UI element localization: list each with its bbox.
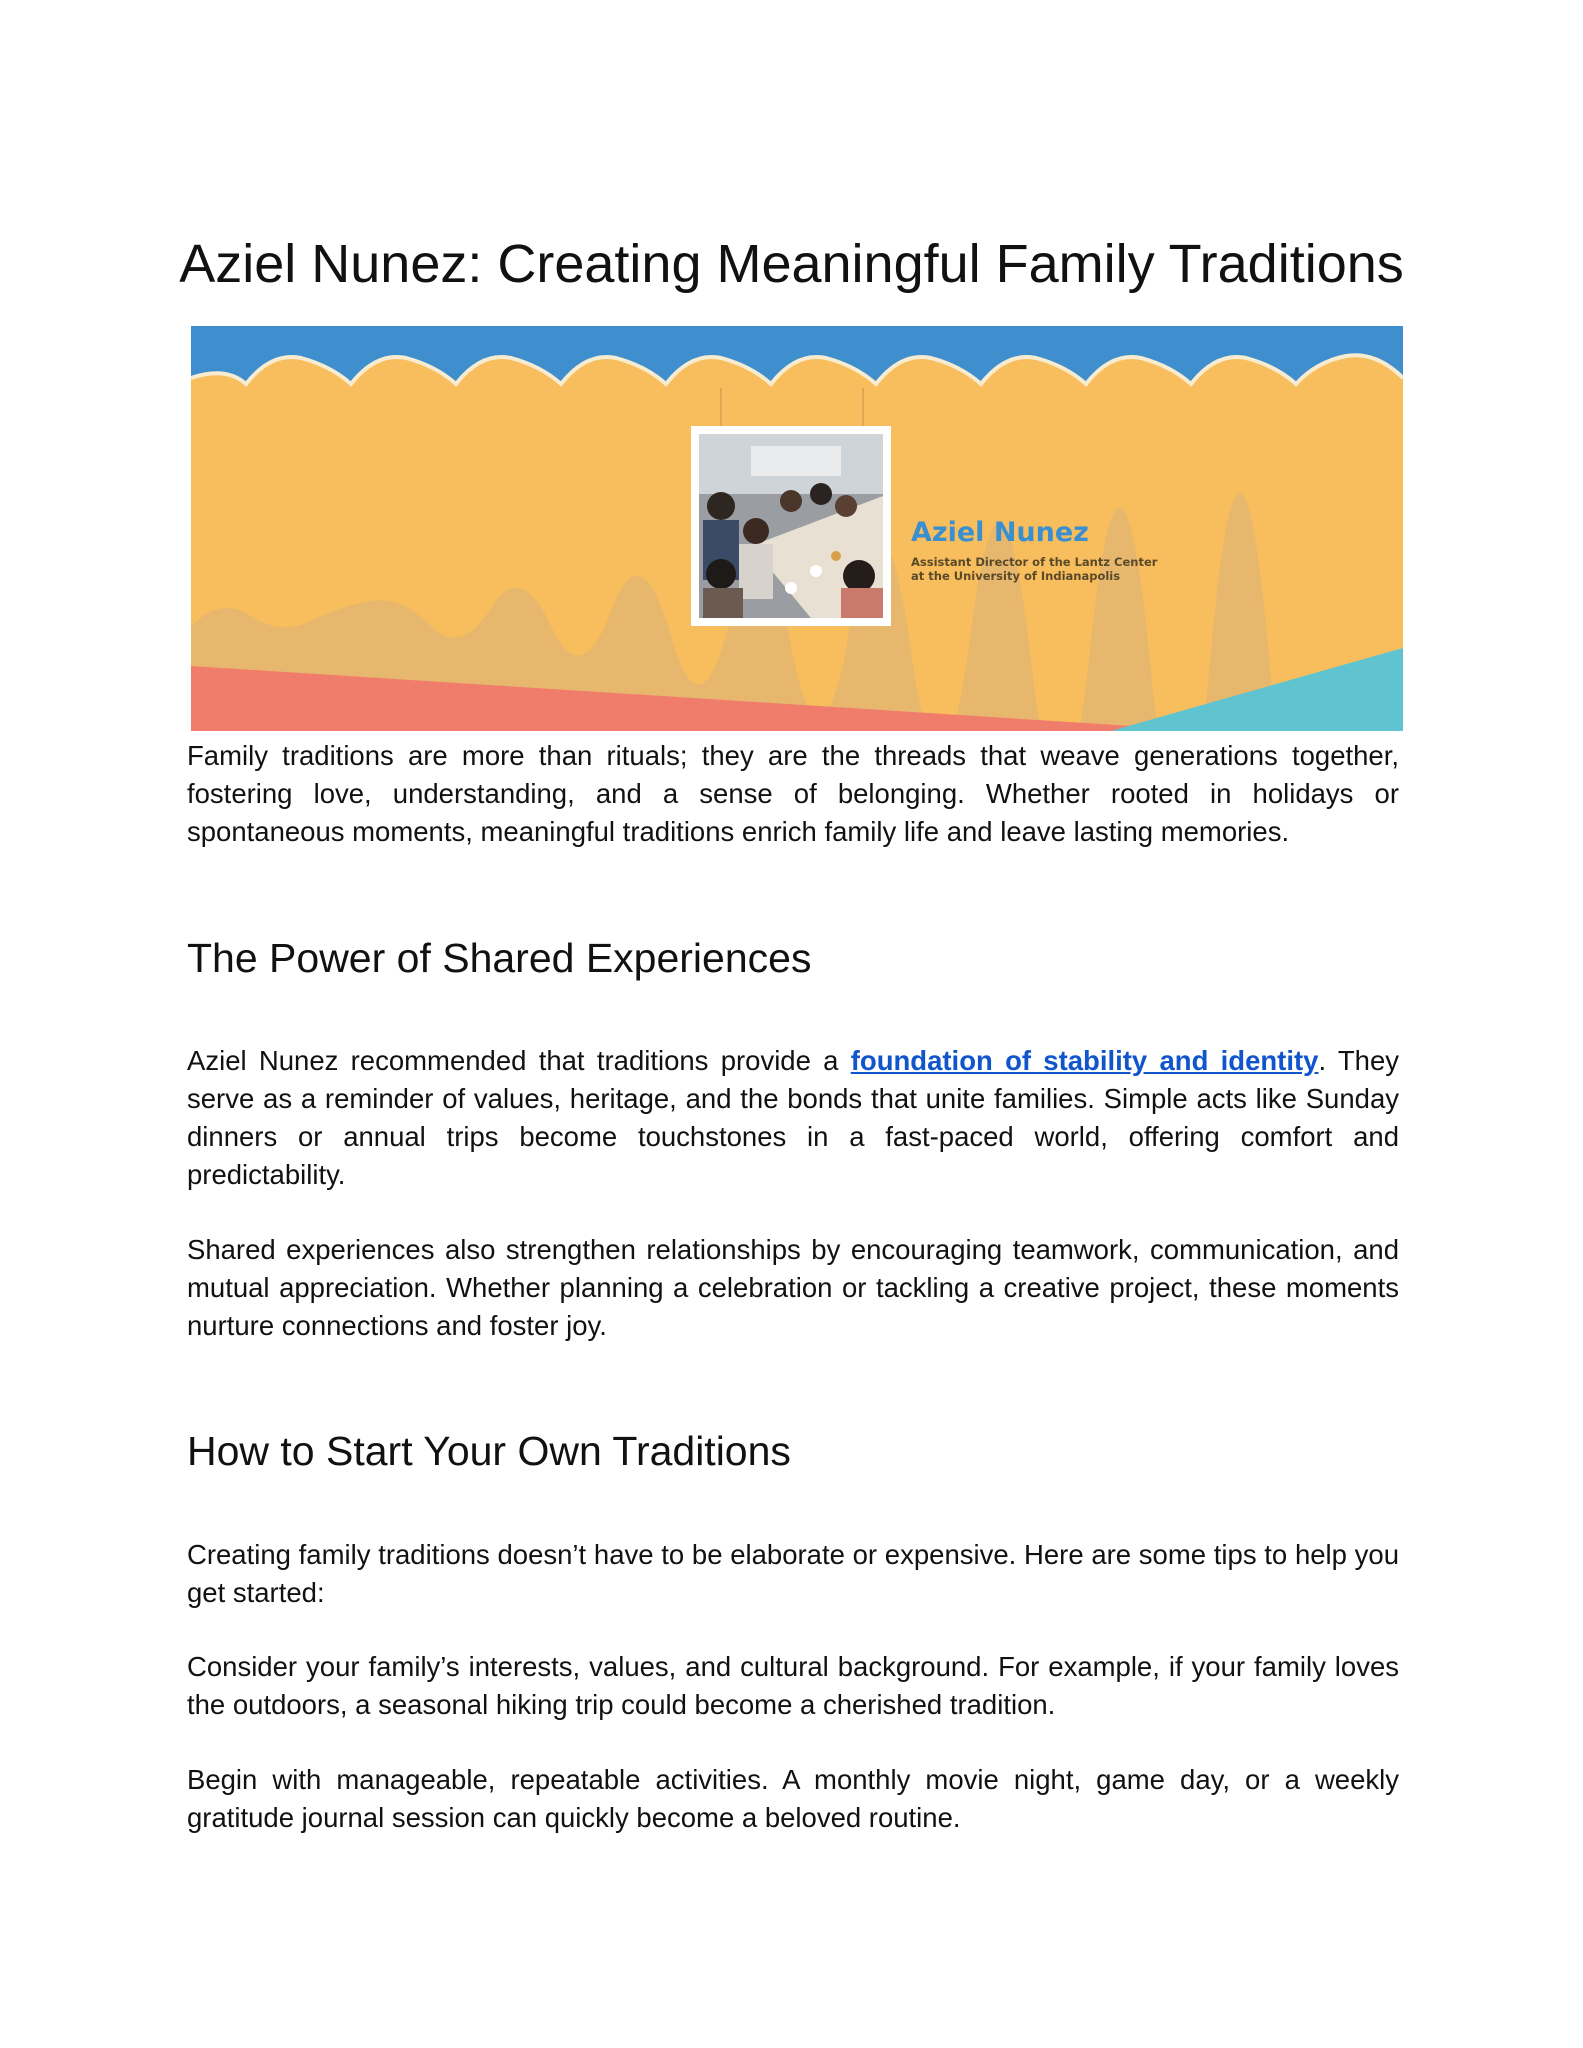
- section2-paragraph-1: Creating family traditions doesn’t have to be elaborate or expensive. Here are some tips to help you get started:: [187, 1539, 1399, 1608]
- page-title: Aziel Nunez: Creating Meaningful Family Traditions: [179, 234, 1404, 294]
- event-photo: [691, 426, 891, 626]
- section2-paragraph-2: Consider your family’s interests, values, and cultural background. For example, if your family loves the outdoors, a seasonal hiking trip could become a cherished tradition.: [187, 1651, 1399, 1720]
- speaker-name: Aziel Nunez: [911, 517, 1089, 548]
- header-banner: [191, 326, 1403, 731]
- stability-identity-link[interactable]: foundation of stability and identity: [850, 1045, 1319, 1076]
- section-heading-start-traditions: How to Start Your Own Traditions: [187, 1428, 791, 1474]
- section1-paragraph-1: [187, 1042, 1399, 1194]
- section1-p1-text-before: Aziel Nunez recommended that traditions provide a: [187, 1045, 851, 1076]
- section1-paragraph-2: Shared experiences also strengthen relationships by encouraging teamwork, communication, and mutual appreciation. Whether planning a celebration or tackling a creative project, these moments nurture connections and foster joy.: [187, 1234, 1399, 1341]
- section-heading-shared-experiences: The Power of Shared Experiences: [187, 935, 812, 981]
- speaker-role-line2: at the University of Indianapolis: [911, 569, 1121, 583]
- intro-paragraph: Family traditions are more than rituals; they are the threads that weave generations together, fostering love, understanding, and a sense of belonging. Whether rooted in holidays or spontaneous moments, meaningful traditions enrich family life and leave lasting memories.: [187, 740, 1399, 847]
- speaker-role-line1: Assistant Director of the Lantz Center: [911, 555, 1158, 569]
- banner-graphic: [191, 326, 1403, 731]
- section2-paragraph-3: Begin with manageable, repeatable activities. A monthly movie night, game day, or a weekly gratitude journal session can quickly become a beloved routine.: [187, 1764, 1399, 1833]
- section1-p1-text-after: . They serve as a reminder of values, heritage, and the bonds that unite families. Simple acts like Sunday dinners or annual trips become touchstones in a fast-paced world, offering comfort and predictability.: [187, 1045, 1399, 1190]
